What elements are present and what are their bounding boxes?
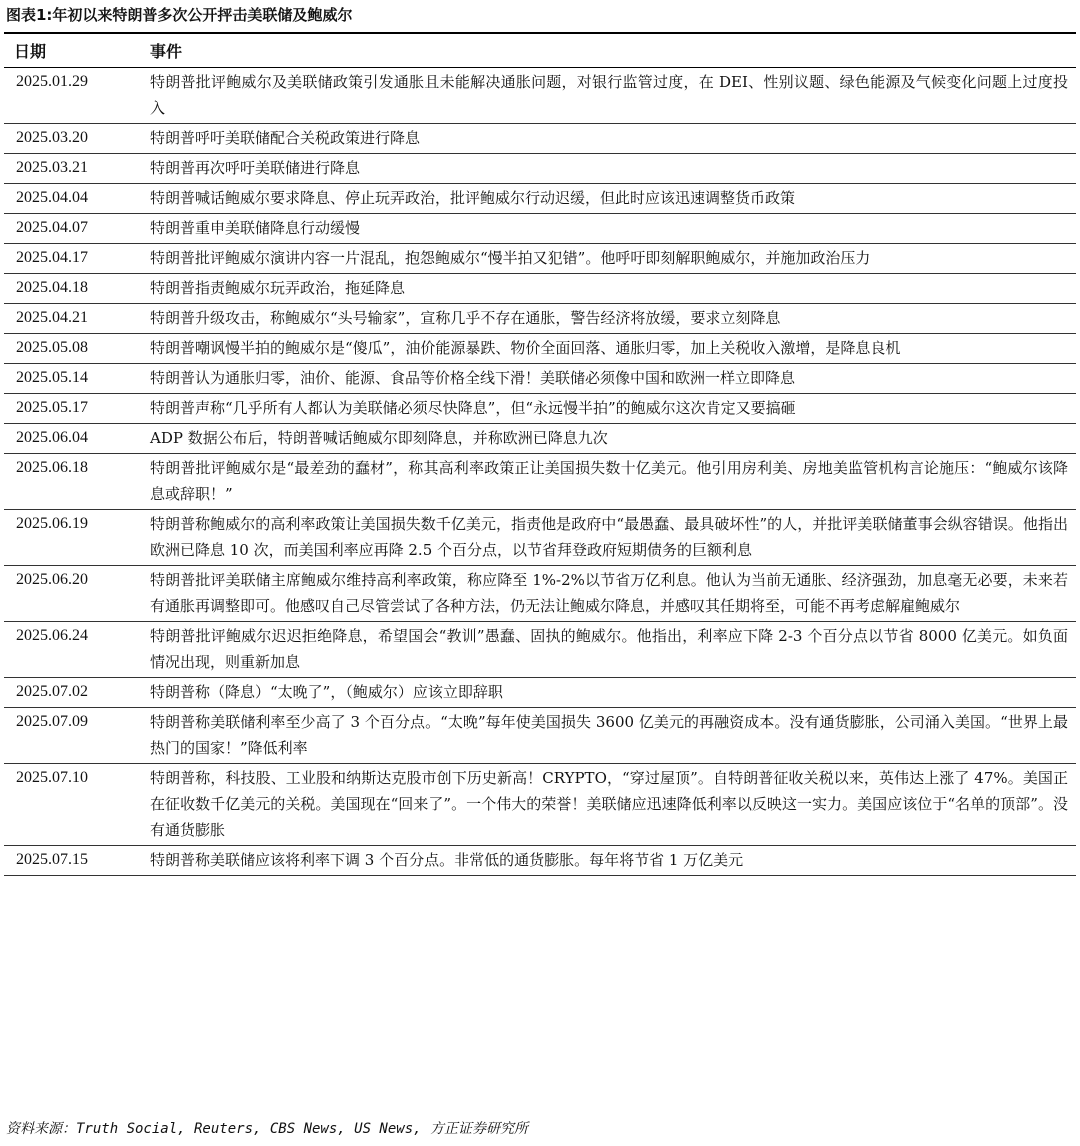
table-header — [4, 33, 1076, 68]
table-row — [4, 764, 1076, 846]
table-row — [4, 304, 1076, 334]
figure-title: 图表1:年初以来特朗普多次公开抨击美联储及鲍威尔 — [6, 6, 353, 24]
event-date: 2025.06.20 — [4, 566, 140, 622]
event-date: 2025.06.24 — [4, 622, 140, 678]
table-row — [4, 394, 1076, 424]
date-column-header: 日期 — [4, 33, 140, 68]
event-date: 2025.07.09 — [4, 708, 140, 764]
table-row — [4, 566, 1076, 622]
event-date: 2025.05.08 — [4, 334, 140, 364]
table-row — [4, 424, 1076, 454]
table-row — [4, 510, 1076, 566]
event-description: 特朗普称美联储利率至少高了 3 个百分点。“太晚”每年使美国损失 3600 亿美元的再融资成本。没有通货膨胀，公司涌入美国。“世界上最热门的国家！”降低利率 — [140, 708, 1076, 764]
event-description: 特朗普重申美联储降息行动缓慢 — [140, 214, 1076, 244]
events-table — [4, 32, 1076, 876]
table-row — [4, 274, 1076, 304]
event-date: 2025.03.21 — [4, 154, 140, 184]
event-description: 特朗普认为通胀归零，油价、能源、食品等价格全线下滑！美联储必须像中国和欧洲一样立即降息 — [140, 364, 1076, 394]
event-description: 特朗普称（降息）“太晚了”，（鲍威尔）应该立即辞职 — [140, 678, 1076, 708]
event-description: 特朗普批评鲍威尔是“最差劲的蠢材”，称其高利率政策正让美国损失数十亿美元。他引用房利美、房地美监管机构言论施压：“鲍威尔该降息或辞职！” — [140, 454, 1076, 510]
table-row — [4, 708, 1076, 764]
table-row — [4, 124, 1076, 154]
table-row — [4, 244, 1076, 274]
table-row — [4, 622, 1076, 678]
event-description: 特朗普喊话鲍威尔要求降息、停止玩弄政治，批评鲍威尔行动迟缓，但此时应该迅速调整货币政策 — [140, 184, 1076, 214]
table-row — [4, 846, 1076, 876]
event-date: 2025.01.29 — [4, 68, 140, 124]
event-description: 特朗普批评鲍威尔迟迟拒绝降息，希望国会“教训”愚蠢、固执的鲍威尔。他指出，利率应下降 2-3 个百分点以节省 8000 亿美元。如负面情况出现，则重新加息 — [140, 622, 1076, 678]
event-description: 特朗普嘲讽慢半拍的鲍威尔是“傻瓜”，油价能源暴跌、物价全面回落、通胀归零，加上关税收入激增，是降息良机 — [140, 334, 1076, 364]
event-description: 特朗普呼吁美联储配合关税政策进行降息 — [140, 124, 1076, 154]
header-row — [4, 33, 1076, 68]
table-row — [4, 68, 1076, 124]
event-description: 特朗普指责鲍威尔玩弄政治，拖延降息 — [140, 274, 1076, 304]
table-row — [4, 154, 1076, 184]
event-date: 2025.06.04 — [4, 424, 140, 454]
event-date: 2025.04.18 — [4, 274, 140, 304]
table-row — [4, 334, 1076, 364]
event-date: 2025.04.04 — [4, 184, 140, 214]
event-date: 2025.06.18 — [4, 454, 140, 510]
table-row — [4, 184, 1076, 214]
event-description: 特朗普声称“几乎所有人都认为美联储必须尽快降息”，但“永远慢半拍”的鲍威尔这次肯定又要搞砸 — [140, 394, 1076, 424]
event-date: 2025.04.17 — [4, 244, 140, 274]
table-body — [4, 68, 1076, 876]
event-column-header: 事件 — [140, 33, 1076, 68]
event-description: 特朗普称，科技股、工业股和纳斯达克股市创下历史新高！CRYPTO，“穿过屋顶”。自特朗普征收关税以来，英伟达上涨了 47%。美国正在征收数千亿美元的关税。美国现在“回来了”。一个伟大的荣誉！美联储应迅速降低利率以反映这一实力。美国应该位于“名单的顶部”。没有通货膨胀 — [140, 764, 1076, 846]
event-date: 2025.07.10 — [4, 764, 140, 846]
event-description: 特朗普批评美联储主席鲍威尔维持高利率政策，称应降至 1%-2%以节省万亿利息。他认为当前无通胀、经济强劲，加息毫无必要，未来若有通胀再调整即可。他感叹自己尽管尝试了各种方法，仍无法让鲍威尔降息，并感叹其任期将至，可能不再考虑解雇鲍威尔 — [140, 566, 1076, 622]
event-description: 特朗普称美联储应该将利率下调 3 个百分点。非常低的通货膨胀。每年将节省 1 万亿美元 — [140, 846, 1076, 876]
event-date: 2025.05.17 — [4, 394, 140, 424]
table-row — [4, 364, 1076, 394]
event-date: 2025.06.19 — [4, 510, 140, 566]
event-date: 2025.04.21 — [4, 304, 140, 334]
event-description: 特朗普批评鲍威尔演讲内容一片混乱，抱怨鲍威尔“慢半拍又犯错”。他呼吁即刻解职鲍威尔，并施加政治压力 — [140, 244, 1076, 274]
event-description: 特朗普再次呼吁美联储进行降息 — [140, 154, 1076, 184]
event-date: 2025.05.14 — [4, 364, 140, 394]
event-description: 特朗普称鲍威尔的高利率政策让美国损失数千亿美元，指责他是政府中“最愚蠢、最具破坏性”的人，并批评美联储董事会纵容错误。他指出欧洲已降息 10 次，而美国利率应再降 2.5 个百分点，以节省拜登政府短期债务的巨额利息 — [140, 510, 1076, 566]
table-row — [4, 454, 1076, 510]
event-date: 2025.03.20 — [4, 124, 140, 154]
table-row — [4, 678, 1076, 708]
event-description: 特朗普升级攻击，称鲍威尔“头号输家”，宣称几乎不存在通胀，警告经济将放缓，要求立刻降息 — [140, 304, 1076, 334]
event-date: 2025.04.07 — [4, 214, 140, 244]
event-description: 特朗普批评鲍威尔及美联储政策引发通胀且未能解决通胀问题，对银行监管过度，在 DEI、性别议题、绿色能源及气候变化问题上过度投入 — [140, 68, 1076, 124]
source-note: 资料来源：Truth Social, Reuters, CBS News, US News, 方正证券研究所 — [6, 1121, 529, 1137]
event-date: 2025.07.02 — [4, 678, 140, 708]
event-description: ADP 数据公布后，特朗普喊话鲍威尔即刻降息，并称欧洲已降息九次 — [140, 424, 1076, 454]
table-row — [4, 214, 1076, 244]
event-date: 2025.07.15 — [4, 846, 140, 876]
